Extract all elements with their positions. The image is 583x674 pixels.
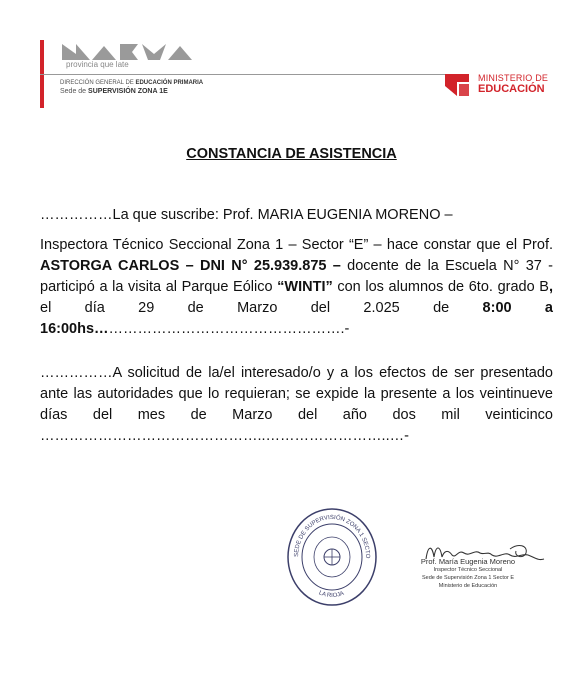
direccion-label: DIRECCIÓN GENERAL DE EDUCACIÓN PRIMARIA bbox=[60, 80, 204, 86]
official-seal bbox=[286, 507, 378, 607]
paragraph-body: Inspectora Técnico Seccional Zona 1 – Sector “E” – hace constar que el Prof. ASTORGA CARLOS – DNI N° 25.939.875 – docente de la Escuela N° 37 - participó a la visita al Parque Eólico “WINTI” con los alumnos de 6to. grado B, el día 29 de Marzo del 2.025 de 8:00 a 16:00hs…………………………………………….- bbox=[40, 237, 553, 337]
signatory-name: Prof. María Eugenia Moreno bbox=[420, 557, 516, 566]
ministry-label-line2: EDUCACIÓN bbox=[478, 83, 545, 95]
paragraph-closing: ……………A solicitud de la/el interesado/o y a los efectos de ser presentado ante las autoridades que lo requieran; se expide la presente a los veintinueve días del mes de Marzo del año dos mil veinticinco ………………………………………..……………………..…- bbox=[40, 365, 553, 444]
brand-tagline: provincia que late bbox=[66, 60, 129, 69]
signatory-office: Sede de Supervisión Zona 1 Sector E bbox=[421, 575, 515, 581]
paragraph-intro: ……………La que suscribe: Prof. MARIA EUGENIA MORENO – bbox=[40, 207, 453, 223]
svg-text:LA RIOJA bbox=[318, 590, 345, 599]
document-title: CONSTANCIA DE ASISTENCIA bbox=[186, 146, 397, 162]
seal-ring-text: SEDE DE SUPERVISIÓN ZONA 1 SECTO bbox=[293, 514, 371, 559]
sede-label: Sede de SUPERVISIÓN ZONA 1E bbox=[60, 88, 168, 95]
svg-text:SEDE DE SUPERVISIÓN ZONA 1 SEC bbox=[286, 507, 370, 559]
ministry-label-line1: MINISTERIO DE bbox=[478, 73, 549, 83]
ministry-logo-icon bbox=[443, 72, 471, 98]
seal-bottom-text: LA RIOJA bbox=[317, 590, 345, 600]
signatory-position: Inspector Técnico Seccional bbox=[433, 567, 503, 573]
header-divider bbox=[40, 74, 464, 75]
signatory-ministry: Ministerio de Educación bbox=[438, 583, 498, 589]
